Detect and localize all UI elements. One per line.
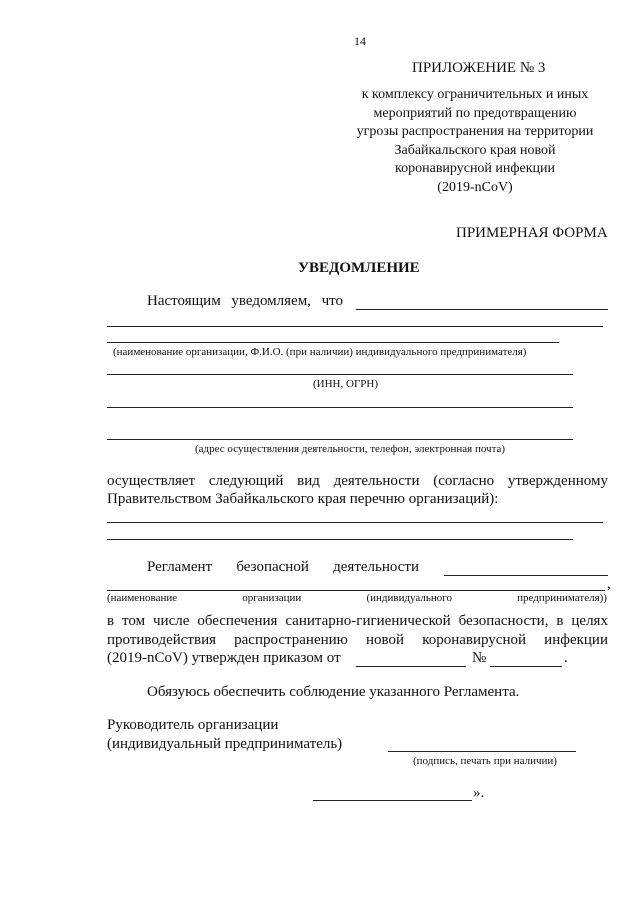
activity-field-line2[interactable] [107, 539, 573, 540]
regulation-line-word: противодействия [107, 632, 216, 648]
org-name-field[interactable] [356, 309, 608, 310]
activity-field-line1[interactable] [107, 522, 603, 523]
regulation-word: Регламент [147, 559, 213, 575]
notify-word: уведомляем, [231, 293, 311, 309]
activity-word: (согласно [433, 473, 495, 489]
address-hint: (адрес осуществления деятельности, телефон, электронная почта) [195, 443, 506, 455]
org-name-field-line3[interactable] [107, 342, 559, 343]
regulation-word: безопасной [236, 559, 309, 575]
notify-word: Настоящим [147, 293, 221, 309]
regulation-hint-word: организации [242, 592, 302, 604]
signer-role-line2: (индивидуальный предприниматель) [107, 736, 343, 752]
form-type-label: ПРИМЕРНАЯ ФОРМА [456, 225, 608, 241]
regulation-line-word: санитарно-гигиенической [285, 613, 451, 629]
activity-line2: Правительством Забайкальского края перечню организаций): [107, 491, 499, 507]
notify-intro [147, 293, 343, 310]
org-name-hint: (наименование организации, Ф.И.О. (при наличии) индивидуального предпринимателя) [113, 346, 527, 358]
appendix-line: (2019-nCoV) [437, 179, 513, 195]
regulation-comma: , [607, 576, 611, 592]
activity-word: следующий [208, 473, 284, 489]
appendix-line: коронавирусной инфекции [395, 161, 555, 176]
regulation-line-word: коронавирусной [422, 632, 527, 648]
regulation-line1 [107, 613, 608, 630]
address-field-line2[interactable] [107, 439, 573, 440]
appendix-line: Забайкальского края новой [394, 142, 556, 158]
appendix-title: ПРИЛОЖЕНИЕ № 3 [412, 60, 546, 76]
regulation-hint [107, 592, 607, 604]
regulation-hint-word: предпринимателя)) [517, 592, 607, 604]
appendix-line: к комплексу ограничительных и иных [361, 87, 589, 102]
signature-field[interactable] [388, 751, 576, 752]
signer-role-line1: Руководитель организации [107, 717, 279, 733]
activity-word: осуществляет [107, 473, 196, 489]
regulation-line-word: целях [571, 613, 608, 629]
activity-word: деятельности [333, 473, 420, 489]
date-closing-quote: ». [473, 785, 485, 801]
regulation-line-word: инфекции [544, 632, 608, 648]
regulation-line-word: новой [366, 632, 405, 648]
document-title: УВЕДОМЛЕНИЕ [298, 260, 420, 276]
order-number-field[interactable] [490, 666, 562, 667]
regulation-hint-word: (наименование [107, 592, 178, 604]
inn-ogrn-hint: (ИНН, ОГРН) [313, 378, 379, 390]
regulation-word: деятельности [333, 559, 419, 575]
regulation-name-field-line2[interactable] [107, 590, 605, 591]
regulation-intro [147, 559, 419, 576]
activity-word: утвержденному [507, 473, 608, 489]
regulation-line-word: обеспечения [197, 613, 278, 629]
order-number-sign: № [472, 650, 487, 666]
activity-line1 [107, 473, 608, 490]
regulation-line2 [107, 632, 608, 649]
commitment-text: Обязуюсь обеспечить соблюдение указанного Регламента. [147, 684, 520, 700]
appendix-line: угрозы распространения на территории [356, 124, 594, 139]
regulation-line-word: том [122, 613, 146, 629]
regulation-hint-word: (индивидуального [366, 592, 453, 604]
regulation-line-word: безопасности, [458, 613, 549, 629]
appendix-line: мероприятий по предотвращению [373, 105, 577, 121]
regulation-line-word: в [107, 613, 115, 629]
regulation-name-field[interactable] [444, 575, 608, 576]
inn-ogrn-field[interactable] [107, 374, 573, 375]
appendix-description [340, 86, 610, 197]
org-name-field-line2[interactable] [107, 326, 603, 327]
page-number: 14 [354, 34, 366, 48]
address-field-line1[interactable] [107, 407, 573, 408]
activity-word: вид [297, 473, 320, 489]
regulation-line-word: числе [153, 613, 190, 629]
date-field[interactable] [313, 800, 472, 801]
order-period: . [564, 650, 568, 666]
regulation-line-word: распространению [234, 632, 348, 648]
order-date-field[interactable] [356, 666, 466, 667]
regulation-line-word: в [556, 613, 564, 629]
regulation-line3-start: (2019-nCoV) утвержден приказом от [107, 650, 341, 666]
notify-word: что [321, 293, 343, 309]
signature-hint: (подпись, печать при наличии) [413, 755, 557, 767]
